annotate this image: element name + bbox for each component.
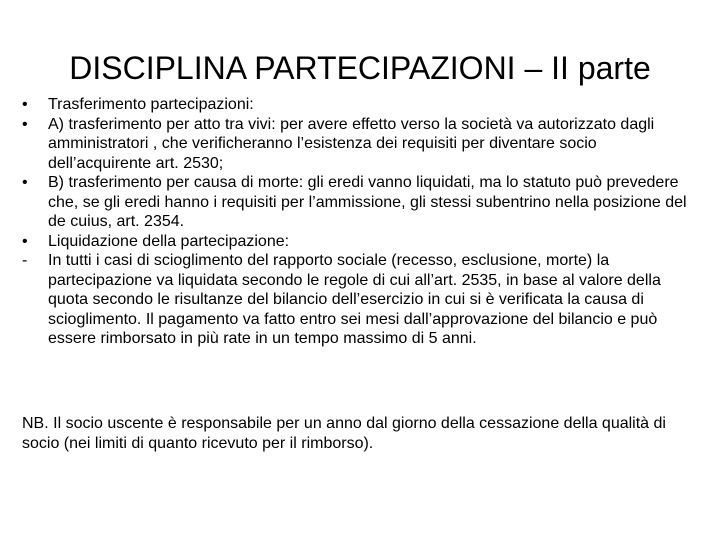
list-item [22,115,702,174]
bullet-marker: • [22,96,28,113]
list-item [22,95,702,115]
bullet-marker: • [22,115,28,133]
footnote: NB. Il socio uscente è responsabile per un anno dal giorno della cessazione della qualità di socio (nei limiti di quanto ricevuto per il rimborso). [22,415,666,452]
list-item [22,173,702,232]
slide-title: DISCIPLINA PARTECIPAZIONI – II parte [69,50,651,86]
list-item-text: In tutti i casi di scioglimento del rapporto sociale (recesso, esclusione, morte) la partecipazione va liquidata secondo le regole di cui all’art. 2535, in base al valore della quota secondo le risultanze del bilancio dell’esercizio in cui si è verificata la causa di scioglimento. Il pagamento va fatto entro sei mesi dall’approvazione del bilancio e può essere rimborsato in più rate in un tempo massimo di 5 anni. [48,252,661,347]
list-item [22,251,702,349]
list-item [22,232,702,252]
list-item-text: Liquidazione della partecipazione: [48,232,290,250]
list-item-text: A) trasferimento per atto tra vivi: per avere effetto verso la società va autorizzato dagli amministratori , che verificheranno l’esistenza dei requisiti per diventare socio dell’acquirente art. 2530; [48,115,655,172]
list-item-text: Trasferimento partecipazioni: [48,96,254,113]
dash-marker: - [22,252,28,269]
bullet-list [22,95,702,349]
list-item-text: B) trasferimento per causa di morte: gli eredi vanno liquidati, ma lo statuto può prevedere che, se gli eredi hanno i requisiti per l’ammissione, gli stessi subentrino nella posizione del de cuius, art. 2354. [48,174,687,230]
bullet-marker: • [22,174,28,191]
bullet-marker: • [22,232,28,250]
